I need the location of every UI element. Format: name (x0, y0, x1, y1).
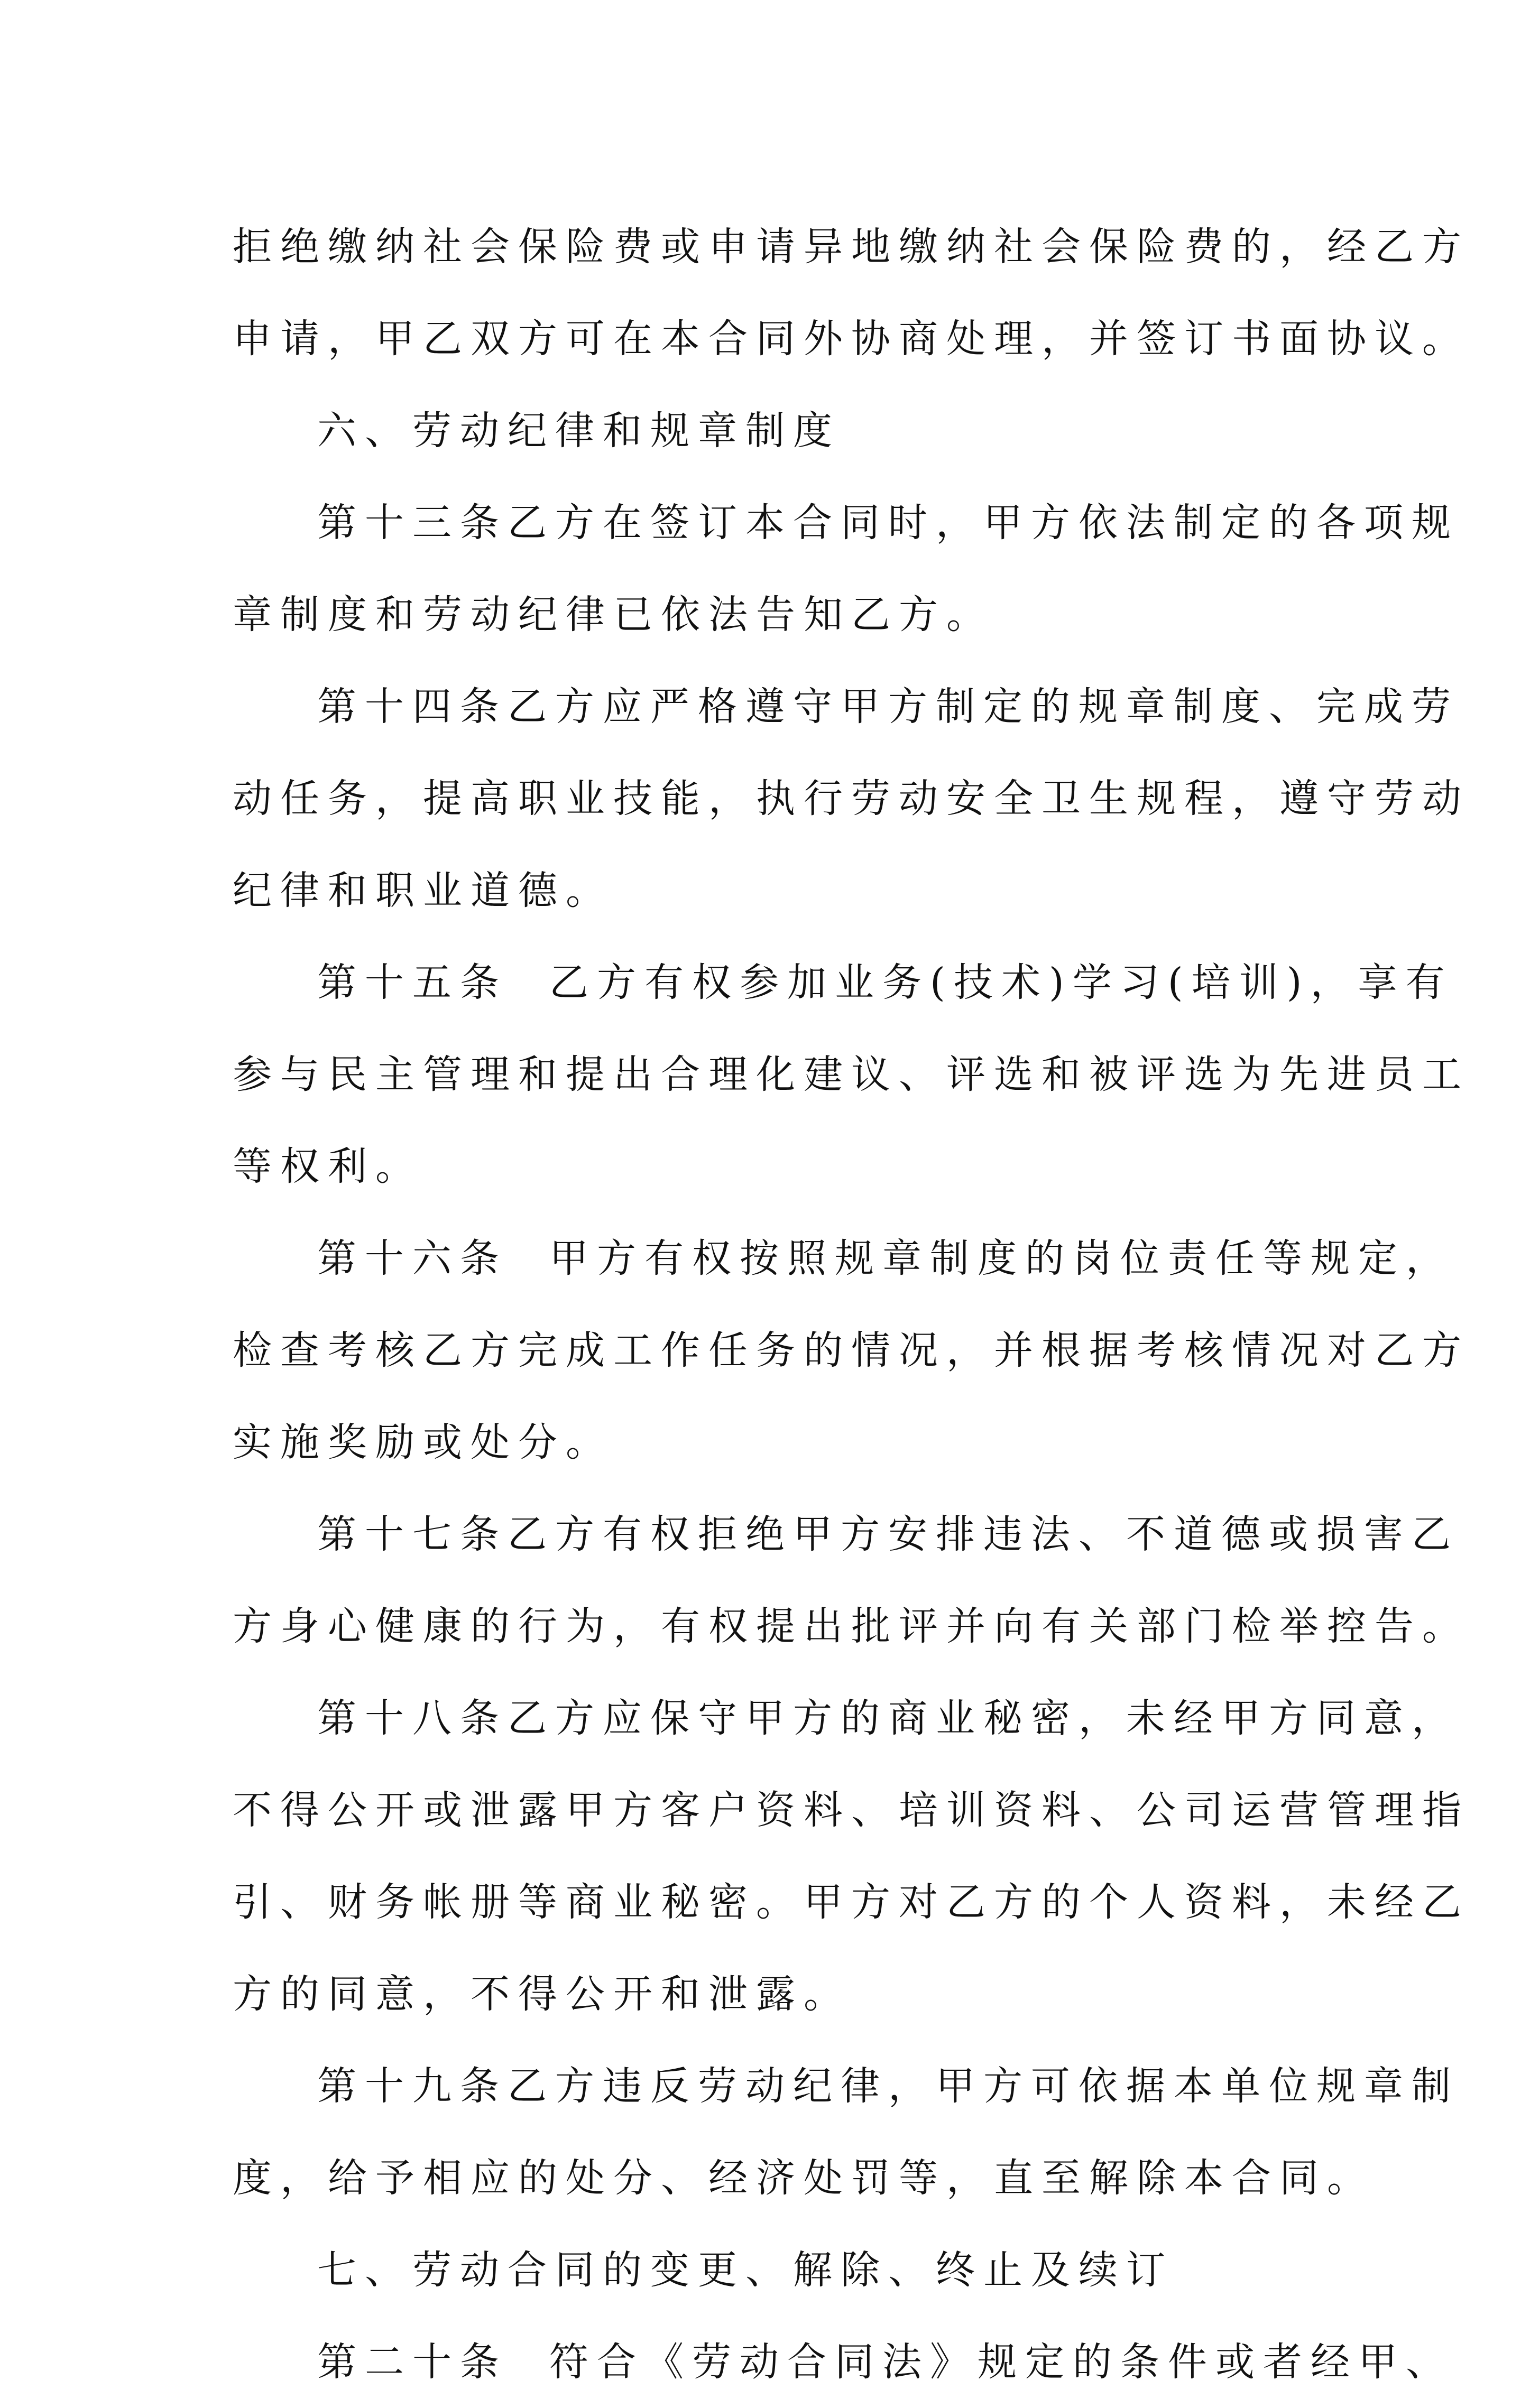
body-line: 申请，甲乙双方可在本合同外协商处理，并签订书面协议。 (233, 316, 1470, 362)
article-15-line: 等权利。 (233, 1144, 423, 1189)
article-17-line: 第十七条乙方有权拒绝甲方安排违法、不道德或损害乙 (317, 1512, 1459, 1557)
article-14-line: 纪律和职业道德。 (233, 868, 613, 913)
section-heading: 七、劳动合同的变更、解除、终止及续订 (317, 2247, 1174, 2293)
article-16-line: 检查考核乙方完成工作任务的情况，并根据考核情况对乙方 (233, 1328, 1470, 1373)
article-15-line: 第十五条 乙方有权参加业务(技术)学习(培训)，享有 (317, 960, 1453, 1005)
article-13-line: 第十三条乙方在签订本合同时，甲方依法制定的各项规 (317, 500, 1459, 545)
article-17-line: 方身心健康的行为，有权提出批评并向有关部门检举控告。 (233, 1604, 1470, 1649)
article-20-line: 第二十条 符合《劳动合同法》规定的条件或者经甲、 (317, 2339, 1454, 2385)
body-line: 拒绝缴纳社会保险费或申请异地缴纳社会保险费的，经乙方 (233, 224, 1470, 270)
document-body (233, 201, 1470, 2408)
article-19-line: 度，给予相应的处分、经济处罚等，直至解除本合同。 (233, 2155, 1375, 2201)
article-18-line: 引、财务帐册等商业秘密。甲方对乙方的个人资料，未经乙 (233, 1879, 1470, 1925)
article-15-line: 参与民主管理和提出合理化建议、评选和被评选为先进员工 (233, 1052, 1470, 1097)
article-14-line: 动任务，提高职业技能，执行劳动安全卫生规程，遵守劳动 (233, 776, 1470, 821)
article-18-line: 第十八条乙方应保守甲方的商业秘密，未经甲方同意， (317, 1696, 1459, 1741)
article-18-line: 方的同意，不得公开和泄露。 (233, 1971, 851, 2017)
article-13-line: 章制度和劳动纪律已依法告知乙方。 (233, 592, 994, 637)
article-16-line: 第十六条 甲方有权按照规章制度的岗位责任等规定， (317, 1236, 1454, 1281)
article-18-line: 不得公开或泄露甲方客户资料、培训资料、公司运营管理指 (233, 1788, 1470, 1833)
article-14-line: 第十四条乙方应严格遵守甲方制定的规章制度、完成劳 (317, 684, 1459, 729)
article-19-line: 第十九条乙方违反劳动纪律，甲方可依据本单位规章制 (317, 2063, 1459, 2109)
article-16-line: 实施奖励或处分。 (233, 1420, 613, 1465)
section-heading: 六、劳动纪律和规章制度 (317, 408, 841, 453)
